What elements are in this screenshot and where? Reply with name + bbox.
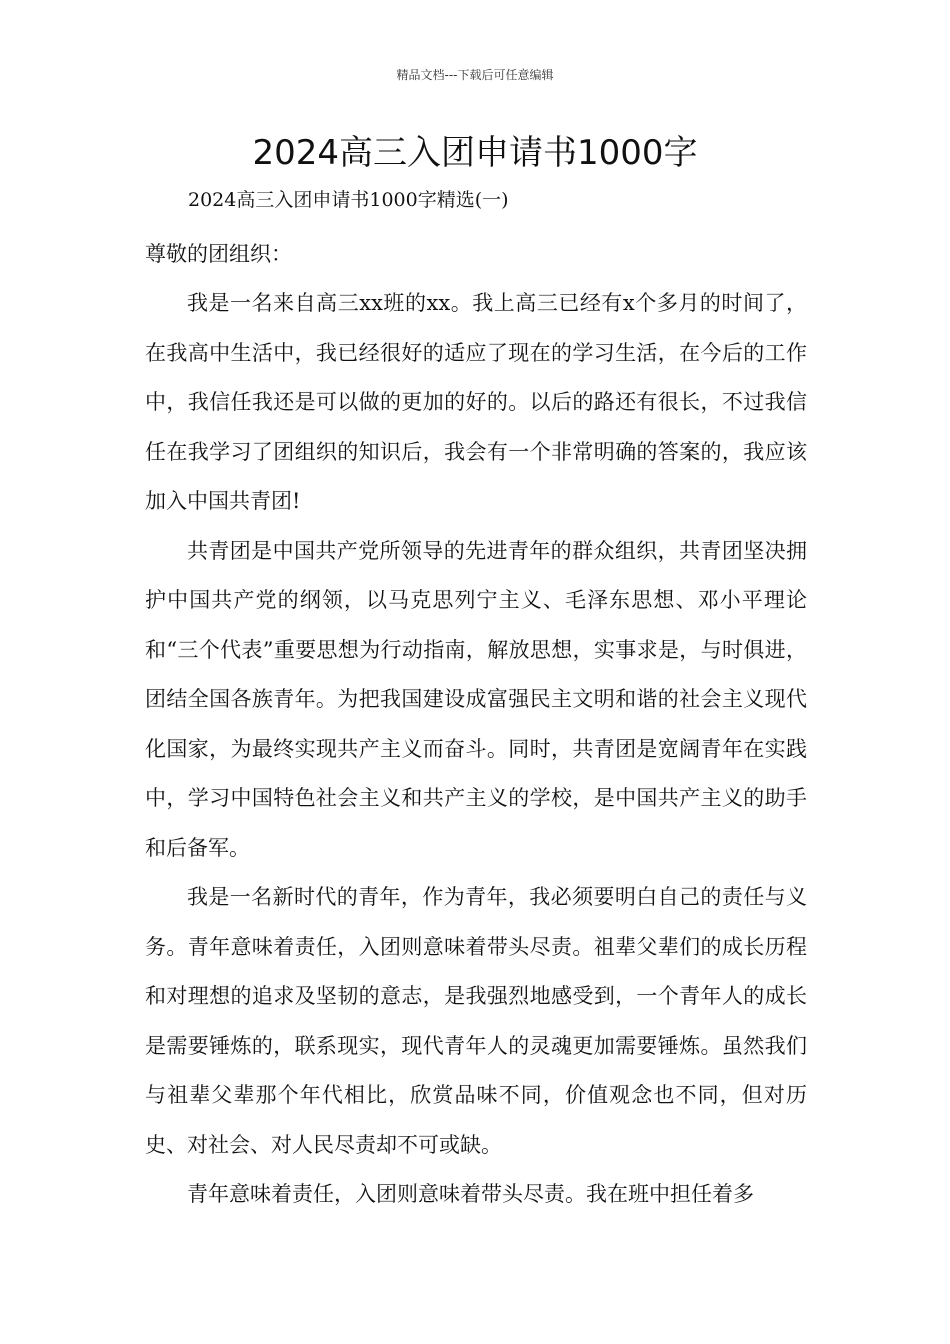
paragraph-2: 共青团是中国共产党所领导的先进青年的群众组织，共青团坚决拥护中国共产党的纲领，以马克思列宁主义、毛泽东思想、邓小平理论和“三个代表”重要思想为行动指南，解放思想，实事求是，与时俱进，团结全国各族青年。为把我国建设成富强民主文明和谐的社会主义现代化国家，为最终实现共产主义而奋斗。同时，共青团是宽阔青年在实践中，学习中国特色社会主义和共产主义的学校，是中国共产主义的助手和后备军。: [145, 538, 807, 860]
document-subtitle: 2024高三入团申请书1000字精选(一): [188, 189, 509, 211]
document-body: [145, 279, 807, 1220]
paragraph-1: 我是一名来自高三xx班的xx。我上高三已经有x个多月的时间了，在我高中生活中，我已经很好的适应了现在的学习生活，在今后的工作中，我信任我还是可以做的更加的好的。以后的路还有很长，不过我信任在我学习了团组织的知识后，我会有一个非常明确的答案的，我应该加入中国共青团!: [145, 291, 807, 513]
document-title: 2024高三入团申请书1000字: [252, 133, 698, 173]
salutation: 尊敬的团组织：: [145, 242, 292, 266]
paragraph-3: 我是一名新时代的青年，作为青年，我必须要明白自己的责任与义务。青年意味着责任，入团则意味着带头尽责。祖辈父辈们的成长历程和对理想的追求及坚韧的意志，是我强烈地感受到，一个青年人的成长是需要锤炼的，联系现实，现代青年人的灵魂更加需要锤炼。虽然我们与祖辈父辈那个年代相比，欣赏品味不同，价值观念也不同，但对历史、对社会、对人民尽责却不可或缺。: [145, 885, 807, 1157]
page-header: 精品文档---下载后可任意编辑: [396, 68, 554, 82]
paragraph-4: 青年意味着责任，入团则意味着带头尽责。我在班中担任着多: [187, 1182, 754, 1206]
